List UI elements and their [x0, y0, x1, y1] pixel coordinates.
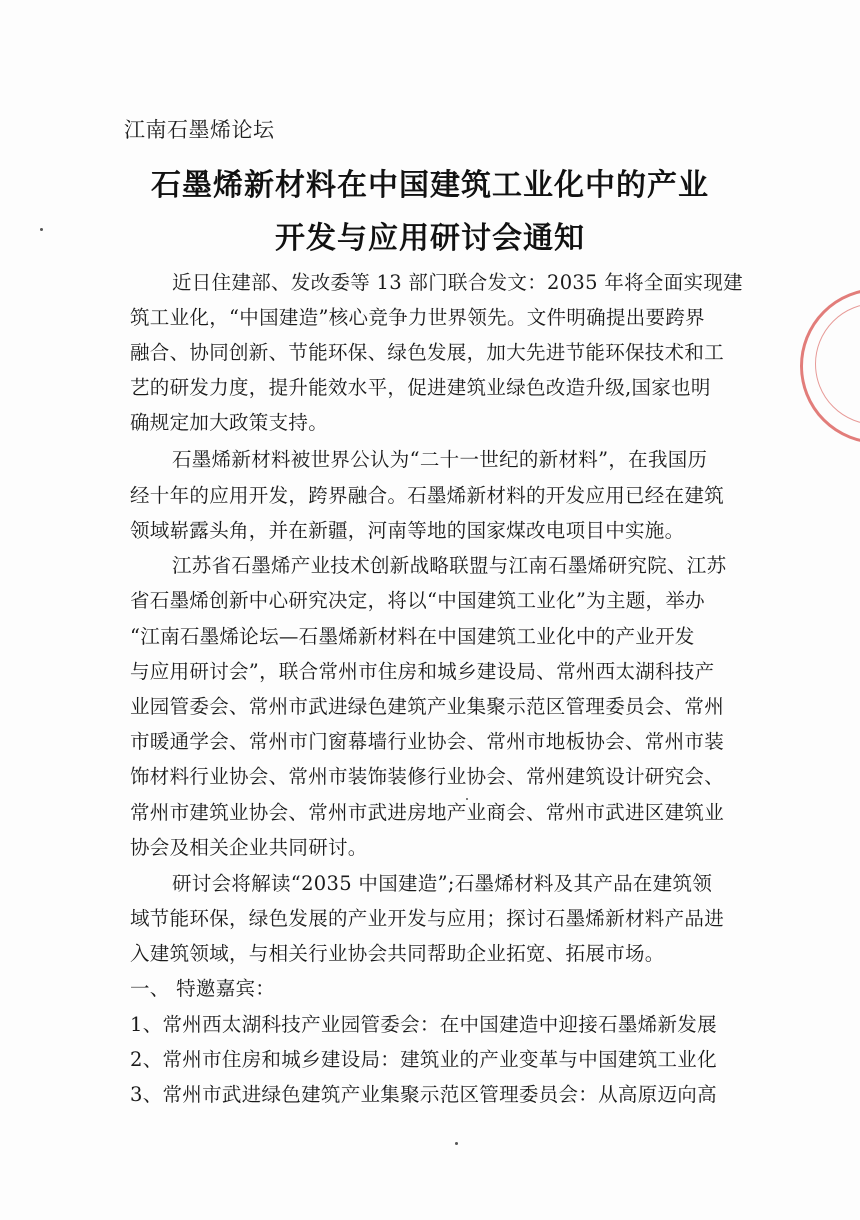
red-seal-stamp: [800, 288, 860, 444]
title-line-2: 开发与应用研讨会通知: [275, 221, 585, 256]
guest-item: 3、常州市武进绿色建筑产业集聚示范区管理委员会：从高原迈向高: [130, 1083, 717, 1106]
scan-speck: [455, 1142, 458, 1145]
body-line: 饰材料行业协会、常州市装饰装修行业协会、常州建筑设计研究会、: [130, 765, 725, 788]
body-line: 协会及相关企业共同研讨。: [130, 836, 368, 859]
title-line-1: 石墨烯新材料在中国建筑工业化中的产业: [151, 168, 709, 203]
body-line: 近日住建部、发改委等 13 部门联合发文：2035 年将全面实现建: [172, 271, 743, 294]
body-line: 与应用研讨会”，联合常州市住房和城乡建设局、常州西太湖科技产: [130, 660, 715, 683]
guest-item: 2、常州市住房和城乡建设局：建筑业的产业变革与中国建筑工业化: [130, 1048, 717, 1071]
body-line: 业园管委会、常州市武进绿色建筑产业集聚示范区管理委员会、常州: [130, 695, 725, 718]
section-heading: 一、 特邀嘉宾：: [130, 977, 276, 1000]
body-line: 市暖通学会、常州市门窗幕墙行业协会、常州市地板协会、常州市装: [130, 730, 725, 753]
body-line: 省石墨烯创新中心研究决定，将以“中国建筑工业化”为主题，举办: [130, 589, 705, 612]
scan-speck: [40, 228, 43, 231]
body-line: 域节能环保，绿色发展的产业开发与应用；探讨石墨烯新材料产品进: [130, 907, 725, 930]
seal-inner-ring: [815, 303, 860, 425]
body-line: 研讨会将解读“2035 中国建造”;石墨烯材料及其产品在建筑领: [172, 872, 713, 895]
scan-speck: [466, 798, 468, 800]
body-line: 确规定加大政策支持。: [130, 411, 329, 434]
body-line: 入建筑领域，与相关行业协会共同帮助企业拓宽、拓展市场。: [130, 942, 665, 965]
body-line: 融合、协同创新、节能环保、绿色发展，加大先进节能环保技术和工: [130, 341, 725, 364]
body-line: 筑工业化，“中国建造”核心竞争力世界领先。文件明确提出要跨界: [130, 306, 705, 329]
body-line: 经十年的应用开发，跨界融合。石墨烯新材料的开发应用已经在建筑: [130, 484, 725, 507]
body-line: “江南石墨烯论坛—石墨烯新材料在中国建筑工业化中的产业开发: [130, 625, 695, 648]
body-line: 领域崭露头角，并在新疆，河南等地的国家煤改电项目中实施。: [130, 519, 685, 542]
guest-item: 1、常州西太湖科技产业园管委会：在中国建造中迎接石墨烯新发展: [130, 1013, 717, 1036]
forum-name: 江南石墨烯论坛: [124, 118, 275, 142]
body-line: 石墨烯新材料被世界公认为“二十一世纪的新材料”，在我国历: [172, 448, 708, 471]
body-line: 常州市建筑业协会、常州市武进房地产业商会、常州市武进区建筑业: [130, 801, 725, 824]
body-line: 江苏省石墨烯产业技术创新战略联盟与江南石墨烯研究院、江苏: [172, 554, 727, 577]
body-line: 艺的研发力度，提升能效水平，促进建筑业绿色改造升级,国家也明: [130, 376, 711, 399]
